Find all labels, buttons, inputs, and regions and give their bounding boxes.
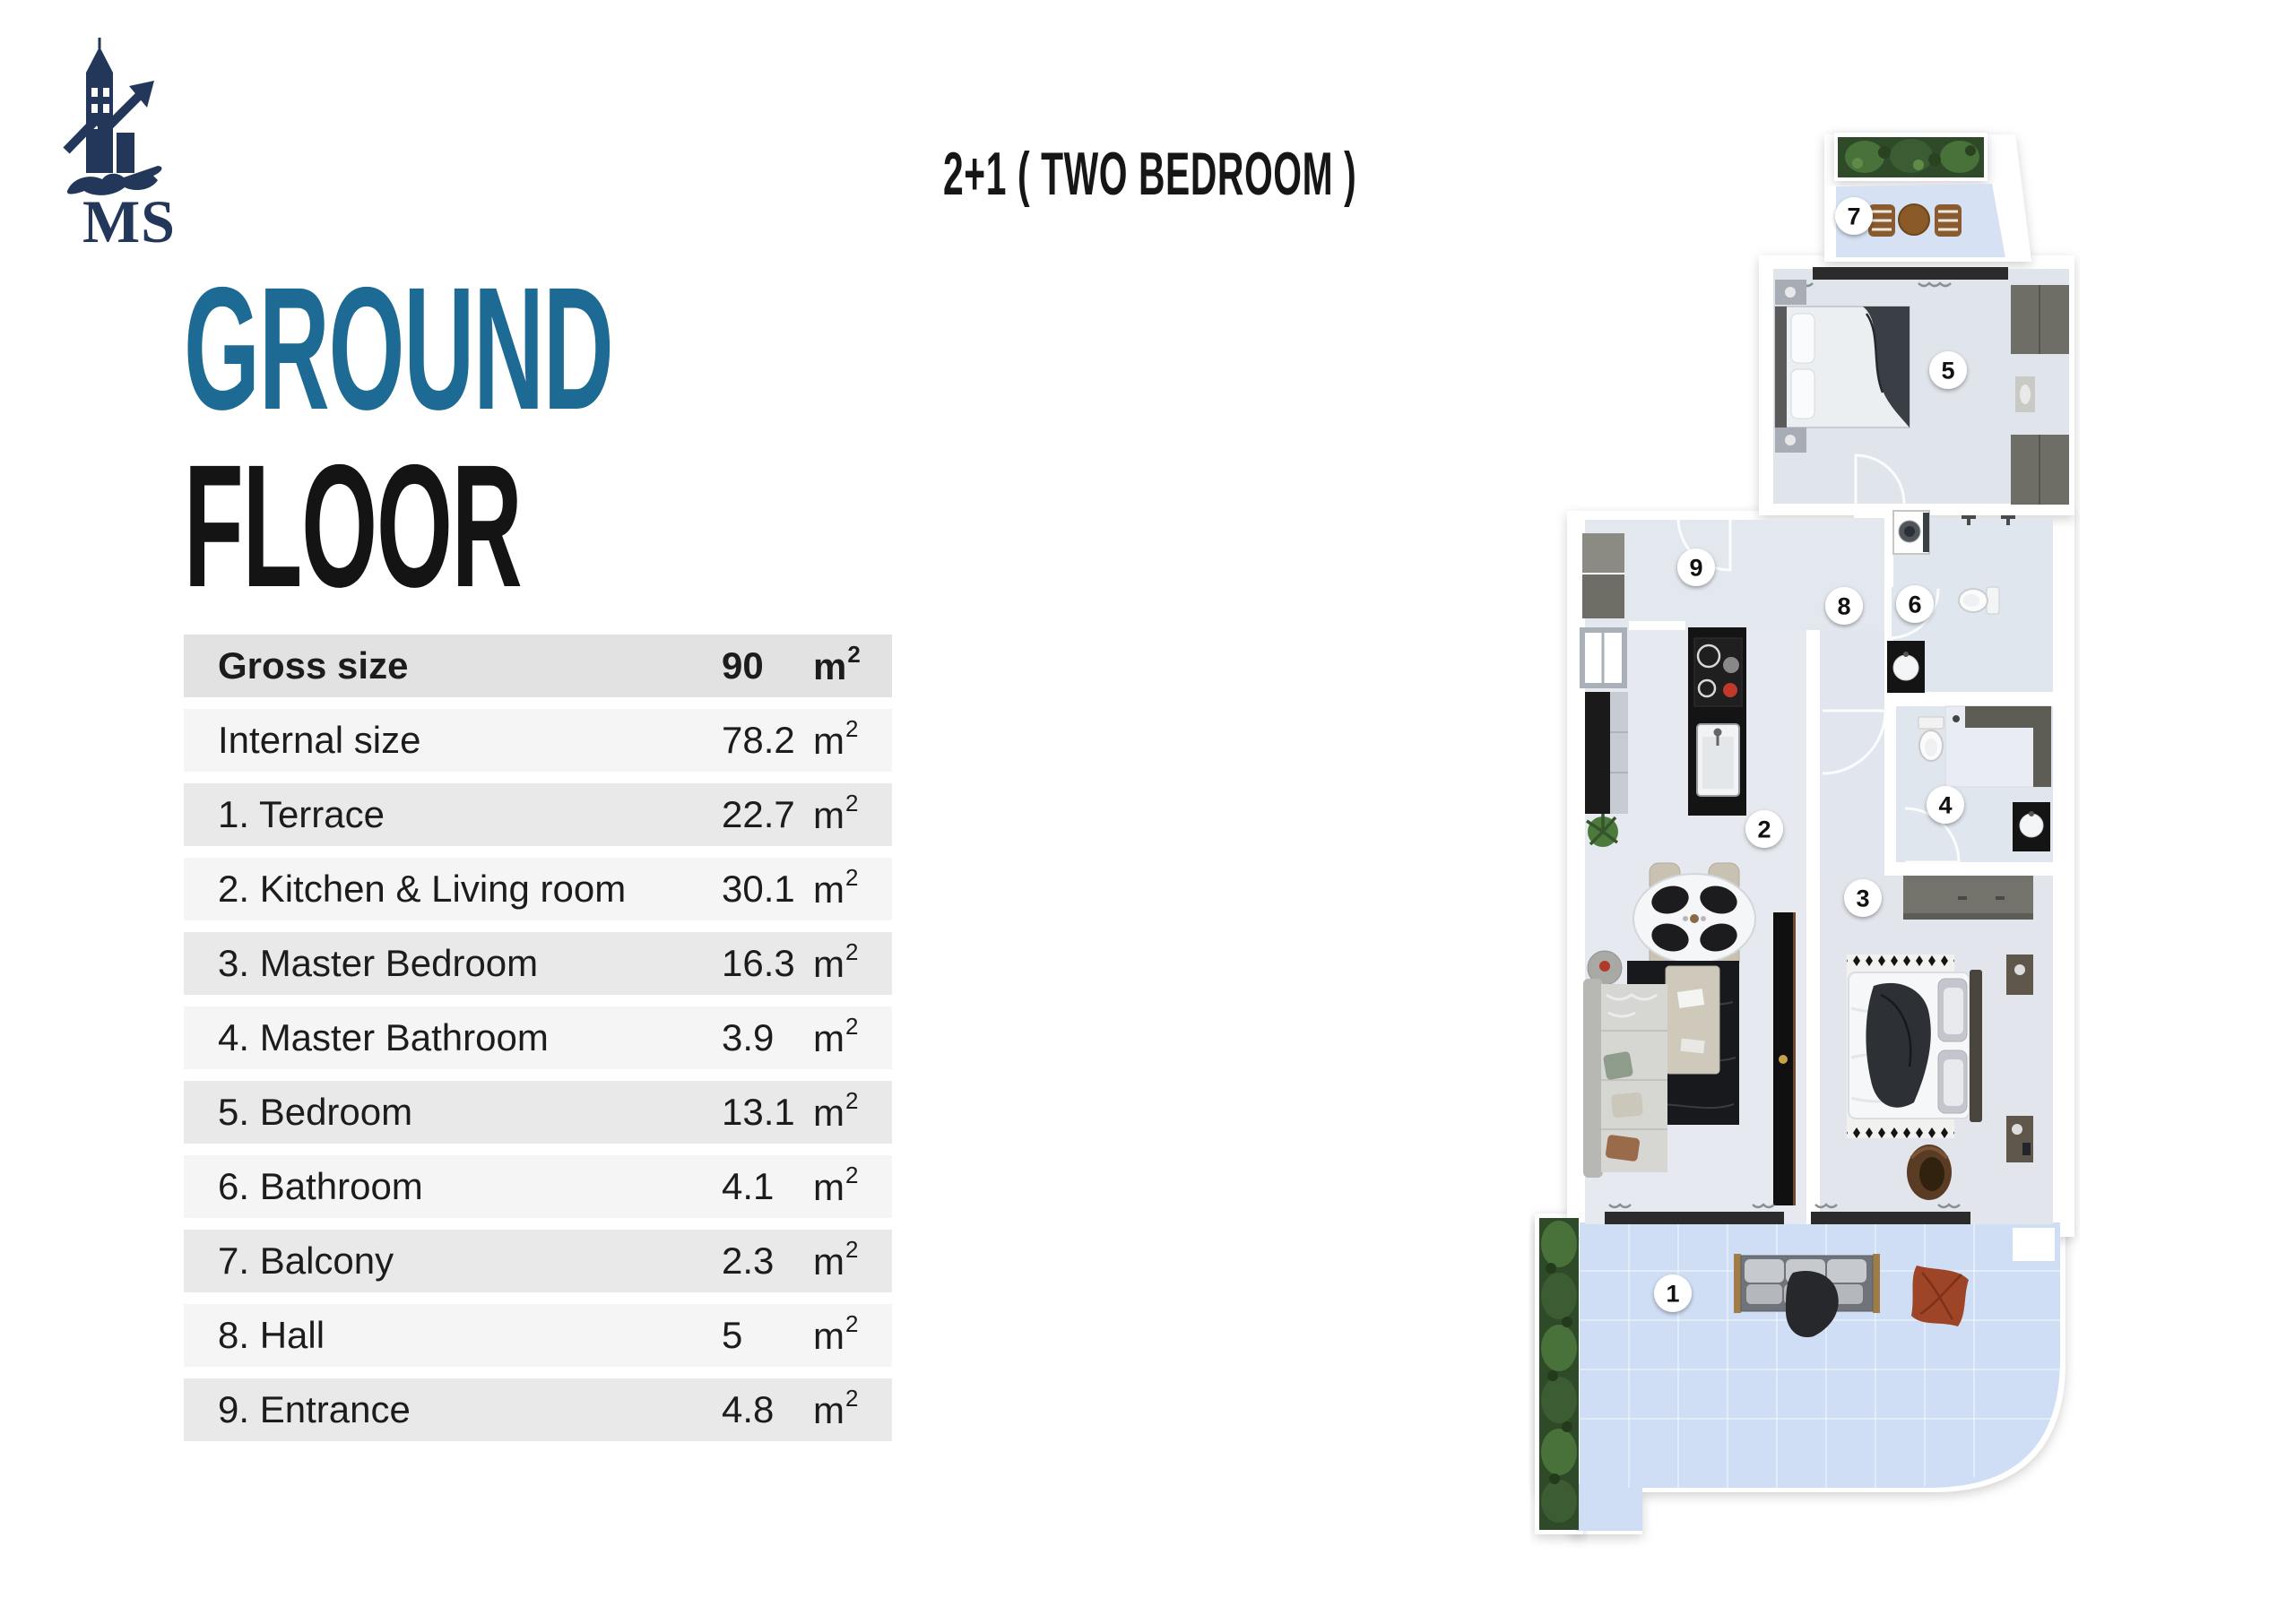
coffee-table xyxy=(1666,966,1719,1074)
unit-label: $m^2$ xyxy=(813,714,859,762)
room-size-value: 16.3 xyxy=(722,942,795,984)
table-row-6 xyxy=(184,1155,892,1218)
table-row-4 xyxy=(184,1006,892,1069)
room-label: 9. Entrance xyxy=(218,1388,411,1430)
unit-label: $m^2$ xyxy=(813,1235,859,1283)
room-size-value: 4.1 xyxy=(722,1165,775,1207)
bed xyxy=(1849,970,1982,1122)
svg-text:7: 7 xyxy=(1847,203,1861,230)
room-marker-3 xyxy=(1844,879,1882,917)
page-title-line2: FLOOR xyxy=(184,428,522,624)
table-row-3 xyxy=(184,932,892,995)
window-strip xyxy=(1811,1212,1970,1224)
room-marker-1 xyxy=(1654,1274,1692,1312)
svg-text:5: 5 xyxy=(1941,357,1955,384)
washing-machine xyxy=(1893,511,1929,554)
room-size-value: 30.1 xyxy=(722,868,795,910)
room-label: Internal size xyxy=(218,719,421,761)
room-marker-9 xyxy=(1677,549,1715,586)
table-row-8 xyxy=(184,1304,892,1367)
accent-chair xyxy=(1907,1145,1952,1200)
entrance-9 xyxy=(1582,533,1624,618)
room-label: 3. Master Bedroom xyxy=(218,942,539,984)
balcony-table xyxy=(1899,204,1929,235)
vanity-sink xyxy=(1887,641,1925,693)
unit-label: $m^2$ xyxy=(813,640,861,687)
room-size-value: 3.9 xyxy=(722,1016,775,1058)
table-row-7 xyxy=(184,1230,892,1292)
svg-text:4: 4 xyxy=(1938,791,1953,819)
svg-text:1: 1 xyxy=(1666,1280,1680,1308)
unit-label: $m^2$ xyxy=(813,937,859,985)
room-label: 2. Kitchen & Living room xyxy=(218,868,627,910)
window-strip xyxy=(1605,1212,1784,1224)
cooktop-burner xyxy=(1723,683,1737,697)
nightstand xyxy=(2006,1116,2033,1162)
room-size-table xyxy=(184,635,892,1453)
room-size-value: 90 xyxy=(722,644,764,687)
kitchen-window xyxy=(1580,627,1627,688)
kitchen-island xyxy=(1688,627,1746,816)
unit-label: $m^2$ xyxy=(813,1161,859,1208)
room-size-value: 5 xyxy=(722,1314,743,1356)
unit-type-title: 2+1 ( TWO BEDROOM ) xyxy=(943,140,1357,208)
svg-text:3: 3 xyxy=(1856,885,1870,912)
shower xyxy=(1945,706,2051,787)
kitchen-cabinet xyxy=(1610,692,1628,814)
floor-plan xyxy=(1524,108,2080,1559)
room-marker-2 xyxy=(1745,810,1783,848)
bed xyxy=(1775,307,1910,428)
dining-set xyxy=(1633,863,1755,970)
balcony-chair-left xyxy=(1868,204,1895,237)
room-marker-6 xyxy=(1896,585,1934,623)
cooktop-burner xyxy=(1723,657,1739,673)
svg-text:8: 8 xyxy=(1837,592,1851,620)
svg-text:9: 9 xyxy=(1689,554,1703,582)
hedge xyxy=(1539,1218,1579,1530)
wardrobe xyxy=(1903,876,2033,919)
room-label: 1. Terrace xyxy=(218,793,385,835)
table-row-2 xyxy=(184,858,892,920)
room-marker-7 xyxy=(1835,197,1873,235)
logo-building-icon xyxy=(66,38,161,195)
room-label: 8. Hall xyxy=(218,1314,325,1356)
sofa xyxy=(1583,979,1667,1178)
unit-label: $m^2$ xyxy=(813,1086,859,1134)
room-marker-4 xyxy=(1927,786,1964,824)
balcony-chair-right xyxy=(1935,204,1962,237)
svg-text:2: 2 xyxy=(1757,816,1771,843)
table-row-1 xyxy=(184,783,892,846)
vanity-sink xyxy=(2013,802,2050,851)
sofa-pillow xyxy=(1603,1051,1633,1081)
unit-label: $m^2$ xyxy=(813,1012,859,1059)
window-strip xyxy=(1813,267,2008,280)
room-label: 4. Master Bathroom xyxy=(218,1016,549,1058)
unit-label: $m^2$ xyxy=(813,1384,859,1431)
room-size-value: 2.3 xyxy=(722,1240,775,1282)
unit-label: $m^2$ xyxy=(813,1309,859,1357)
company-logo xyxy=(52,32,195,252)
room-marker-5 xyxy=(1929,351,1967,389)
room-size-value: 4.8 xyxy=(722,1388,775,1430)
room-label: 5. Bedroom xyxy=(218,1091,413,1133)
closet xyxy=(1582,533,1624,574)
room-size-value: 22.7 xyxy=(722,793,795,835)
unit-label: $m^2$ xyxy=(813,863,859,911)
room-marker-8 xyxy=(1825,587,1863,625)
fridge xyxy=(1585,692,1610,814)
room-size-value: 13.1 xyxy=(722,1091,795,1133)
svg-text:6: 6 xyxy=(1908,591,1922,618)
toilet xyxy=(1959,587,1999,614)
room-size-value: 78.2 xyxy=(722,719,795,761)
planter-plants xyxy=(1845,139,1979,173)
room-label: 6. Bathroom xyxy=(218,1165,423,1207)
table-row-0 xyxy=(184,709,892,772)
toilet xyxy=(1918,717,1944,761)
table-row-5 xyxy=(184,1081,892,1144)
page-title-line1: GROUND xyxy=(184,251,613,446)
logo-brand-text: MS xyxy=(82,187,176,252)
table-row-9 xyxy=(184,1378,892,1441)
sofa-pillow xyxy=(1611,1093,1643,1119)
sofa-pillow xyxy=(1605,1135,1640,1162)
table-row-header xyxy=(184,635,892,697)
room-label: 7. Balcony xyxy=(218,1240,394,1282)
room-label: Gross size xyxy=(218,644,409,687)
unit-label: $m^2$ xyxy=(813,789,859,836)
